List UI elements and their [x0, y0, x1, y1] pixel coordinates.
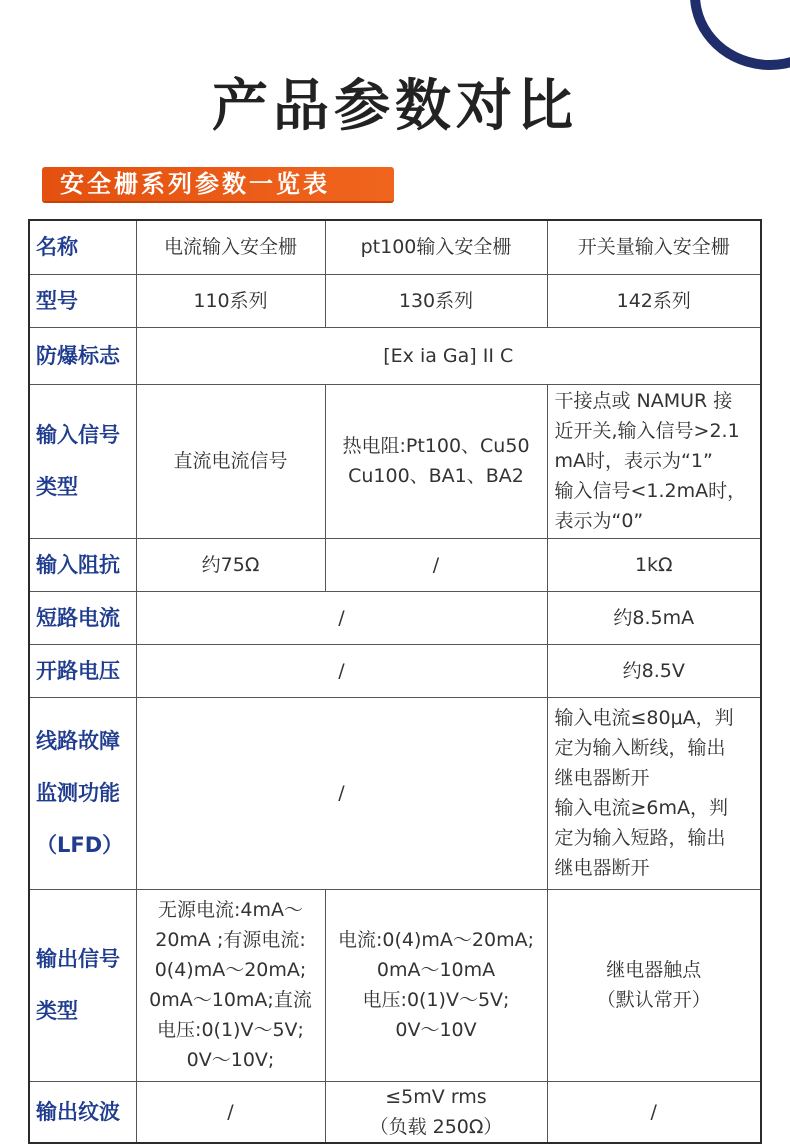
row-label-model: 型号: [29, 274, 136, 327]
cell: 约8.5V: [547, 644, 761, 697]
cell: 130系列: [325, 274, 547, 327]
cell: 约75Ω: [136, 538, 325, 591]
cell: /: [136, 591, 547, 644]
cell: 直流电流信号: [136, 384, 325, 538]
page-title: 产品参数对比: [212, 74, 578, 139]
cell: 1kΩ: [547, 538, 761, 591]
parameter-table: [28, 219, 762, 1144]
cell: /: [136, 697, 547, 889]
table-row-ripple: [29, 1081, 761, 1143]
cell: 干接点或 NAMUR 接 近开关,输入信号>2.1 mA时，表示为“1” 输入信号<1.2mA时， 表示为“0”: [547, 384, 761, 538]
table-row-model: [29, 274, 761, 327]
table-row-name: [29, 220, 761, 274]
table-row-explosion: [29, 327, 761, 384]
cell: /: [325, 538, 547, 591]
row-label-impedance: 输入阻抗: [29, 538, 136, 591]
corner-decoration: [690, 0, 790, 70]
cell: 电流:0(4)mA～20mA; 0mA～10mA 电压:0(1)V～5V; 0V～10V: [325, 889, 547, 1081]
cell: 约8.5mA: [547, 591, 761, 644]
cell: /: [136, 1081, 325, 1143]
cell: /: [136, 644, 547, 697]
row-label-input-type: 输入信号 类型: [29, 384, 136, 538]
cell: 输入电流≤80μA，判 定为输入断线，输出 继电器断开 输入电流≥6mA，判 定为输入短路，输出 继电器断开: [547, 697, 761, 889]
row-label-ripple: 输出纹波: [29, 1081, 136, 1143]
row-label-open-voltage: 开路电压: [29, 644, 136, 697]
row-label-explosion: 防爆标志: [29, 327, 136, 384]
cell: /: [547, 1081, 761, 1143]
cell: 无源电流:4mA～ 20mA ;有源电流: 0(4)mA～20mA; 0mA～10mA;直流 电压:0(1)V～5V; 0V～10V;: [136, 889, 325, 1081]
cell: 开关量输入安全栅: [547, 220, 761, 274]
cell: 继电器触点 （默认常开）: [547, 889, 761, 1081]
table-row-input-type: [29, 384, 761, 538]
cell: ≤5mV rms （负载 250Ω）: [325, 1081, 547, 1143]
table-row-output-type: [29, 889, 761, 1081]
cell: 热电阻:Pt100、Cu50 Cu100、BA1、BA2: [325, 384, 547, 538]
table-row-lfd: [29, 697, 761, 889]
section-tag: 安全栅系列参数一览表: [42, 167, 394, 201]
row-label-name: 名称: [29, 220, 136, 274]
cell: pt100输入安全栅: [325, 220, 547, 274]
cell: 142系列: [547, 274, 761, 327]
row-label-output-type: 输出信号 类型: [29, 889, 136, 1081]
row-label-short-current: 短路电流: [29, 591, 136, 644]
row-label-lfd: 线路故障 监测功能 （LFD）: [29, 697, 136, 889]
table-row-short-current: [29, 591, 761, 644]
cell: 110系列: [136, 274, 325, 327]
cell: [Ex ia Ga] II C: [136, 327, 761, 384]
table-row-open-voltage: [29, 644, 761, 697]
cell: 电流输入安全栅: [136, 220, 325, 274]
table-row-impedance: [29, 538, 761, 591]
